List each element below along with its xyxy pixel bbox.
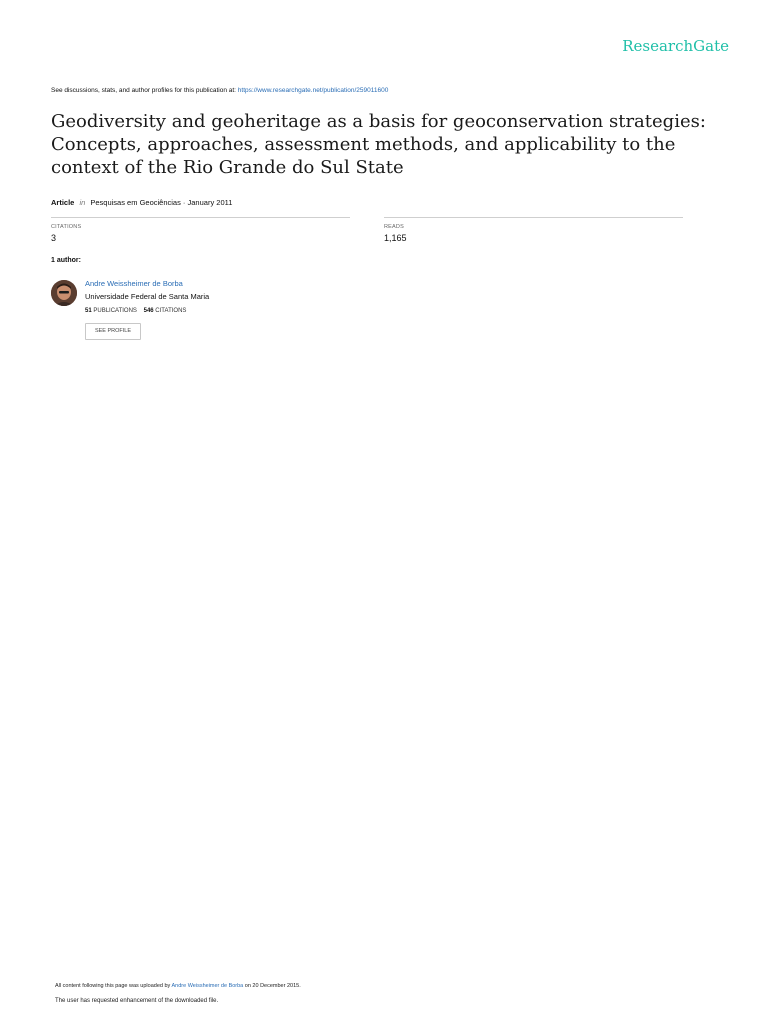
- publication-url-link[interactable]: https://www.researchgate.net/publication/259011600: [237, 87, 389, 94]
- author-avatar[interactable]: [51, 280, 77, 306]
- upload-note: [55, 983, 301, 989]
- author-publications-count: 51: [85, 308, 92, 314]
- journal-name[interactable]: Pesquisas em Geociências: [90, 198, 181, 207]
- author-photo-icon: [51, 280, 77, 306]
- publication-date: January 2011: [187, 198, 233, 207]
- reads-label: READS: [384, 224, 404, 230]
- enhancement-note: The user has requested enhancement of the downloaded file.: [55, 998, 219, 1004]
- meta-in-label: in: [79, 198, 86, 207]
- reads-value: 1,165: [384, 233, 407, 243]
- author-institution: Universidade Federal de Santa Maria: [85, 292, 210, 301]
- citations-value: 3: [51, 233, 57, 243]
- author-citations-count: 546: [143, 308, 154, 314]
- researchgate-logo[interactable]: ResearchGate: [622, 37, 729, 55]
- upload-prefix: All content following this page was uploaded by: [55, 983, 172, 989]
- reads-stat: [384, 217, 683, 243]
- see-profile-button[interactable]: SEE PROFILE: [85, 323, 141, 340]
- meta-separator: ·: [180, 198, 188, 207]
- author-publications-label: PUBLICATIONS: [93, 308, 137, 314]
- discussions-line: [51, 87, 388, 94]
- author-name-link[interactable]: Andre Weissheimer de Borba: [85, 279, 183, 288]
- authors-heading: 1 author:: [51, 257, 81, 264]
- author-stats: [85, 308, 186, 314]
- uploader-link[interactable]: Andre Weissheimer de Borba: [171, 983, 244, 989]
- author-citations-label: CITATIONS: [155, 308, 187, 314]
- publication-type: Article: [51, 198, 75, 207]
- discussions-prefix: See discussions, stats, and author profiles for this publication at:: [51, 87, 238, 94]
- publication-title: Geodiversity and geoheritage as a basis for geoconservation strategies: Concepts, approaches, assessment methods, and applicability to the context of the Rio Grande do Sul State: [51, 111, 706, 178]
- citations-stat: [51, 217, 350, 243]
- upload-suffix: on 20 December 2015.: [243, 983, 301, 989]
- publication-meta: [51, 198, 232, 207]
- citations-label: CITATIONS: [51, 224, 82, 230]
